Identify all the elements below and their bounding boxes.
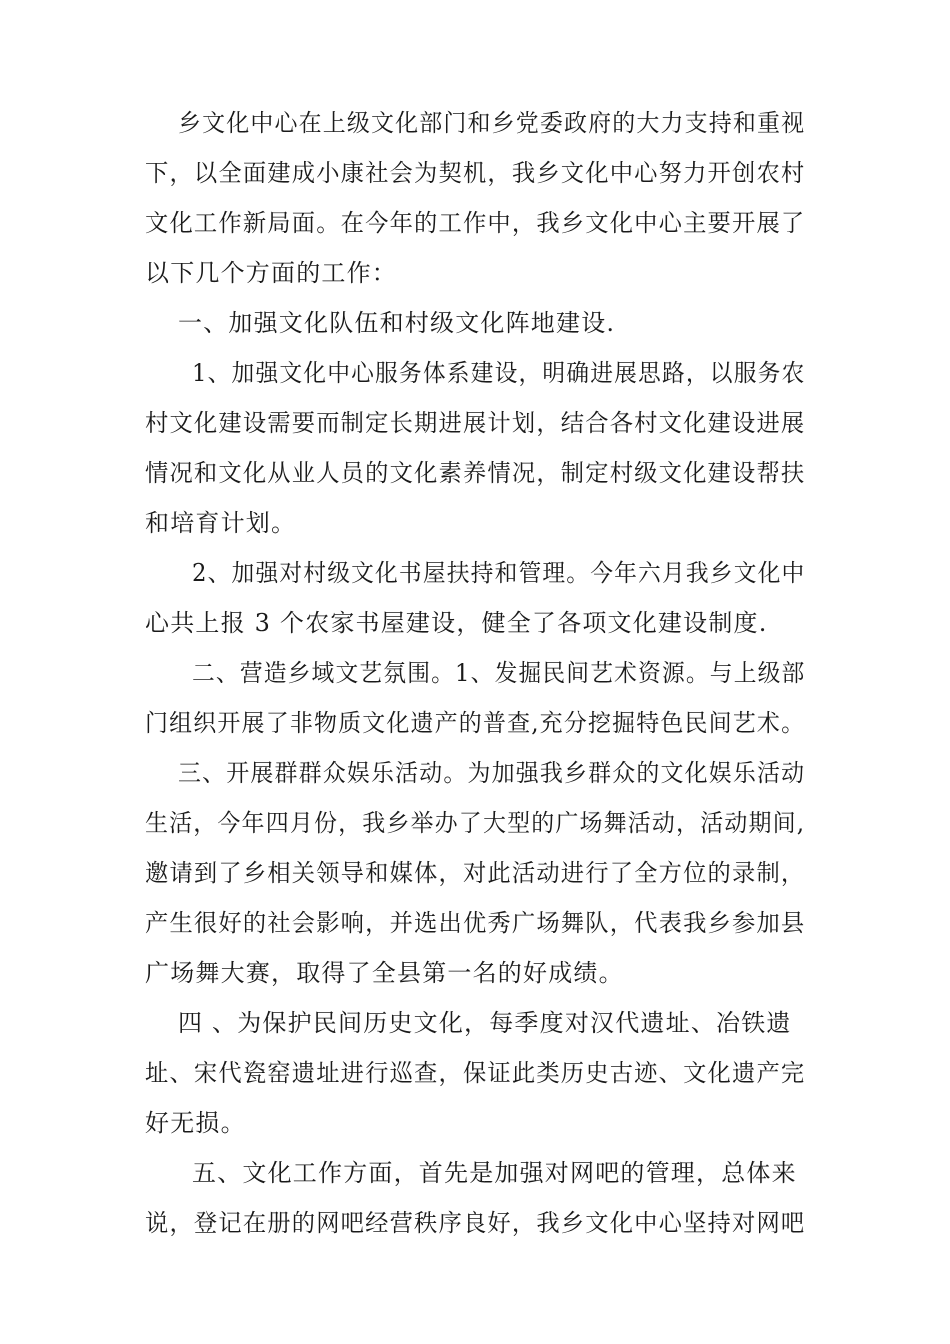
paragraph-6-line-3: 邀请到了乡相关领导和媒体，对此活动进行了全方位的录制， xyxy=(145,859,806,887)
paragraph-4-line-2: 心共上报 3 个农家书屋建设，健全了各项文化建设制度. xyxy=(145,609,768,637)
paragraph-1-line-1: 乡文化中心在上级文化部门和乡党委政府的大力支持和重视 xyxy=(178,109,806,137)
paragraph-1-line-2: 下，以全面建成小康社会为契机，我乡文化中心努力开创农村 xyxy=(145,159,806,187)
paragraph-3-line-1: 1、加强文化中心服务体系建设，明确进展思路，以服务农 xyxy=(192,359,806,387)
paragraph-3-line-3: 情况和文化从业人员的文化素养情况，制定村级文化建设帮扶 xyxy=(145,459,806,487)
paragraph-7-line-1: 四 、为保护民间历史文化，每季度对汉代遗址、冶铁遗 xyxy=(178,1009,792,1037)
paragraph-5-line-2: 门组织开展了非物质文化遗产的普查,充分挖掘特色民间艺术。 xyxy=(145,709,806,737)
paragraph-6-line-4: 产生很好的社会影响，并选出优秀广场舞队，代表我乡参加县 xyxy=(145,909,806,937)
paragraph-1-line-3: 文化工作新局面。在今年的工作中，我乡文化中心主要开展了 xyxy=(145,209,806,237)
paragraph-4-line-1: 2、加强对村级文化书屋扶持和管理。今年六月我乡文化中 xyxy=(192,559,806,587)
paragraph-5-line-1: 二、营造乡域文艺氛围。1、发掘民间艺术资源。与上级部 xyxy=(192,659,806,687)
paragraph-8-line-2: 说，登记在册的网吧经营秩序良好，我乡文化中心坚持对网吧 xyxy=(145,1209,806,1237)
paragraph-7-line-3: 好无损。 xyxy=(145,1109,246,1137)
paragraph-1-line-4: 以下几个方面的工作： xyxy=(145,259,397,287)
paragraph-6-line-1: 三、开展群群众娱乐活动。为加强我乡群众的文化娱乐活动 xyxy=(178,759,806,787)
paragraph-6-line-2: 生活，今年四月份，我乡举办了大型的广场舞活动，活动期间, xyxy=(145,809,806,837)
paragraph-3-line-2: 村文化建设需要而制定长期进展计划，结合各村文化建设进展 xyxy=(145,409,806,437)
paragraph-8-line-1: 五、文化工作方面，首先是加强对网吧的管理，总体来 xyxy=(192,1159,797,1187)
paragraph-7-line-2: 址、宋代瓷窑遗址进行巡查，保证此类历史古迹、文化遗产完 xyxy=(145,1059,806,1087)
paragraph-3-line-4: 和培育计划。 xyxy=(145,509,297,537)
paragraph-6-line-5: 广场舞大赛，取得了全县第一名的好成绩。 xyxy=(145,959,624,987)
section-heading-1: 一、加强文化队伍和村级文化阵地建设. xyxy=(178,309,616,337)
